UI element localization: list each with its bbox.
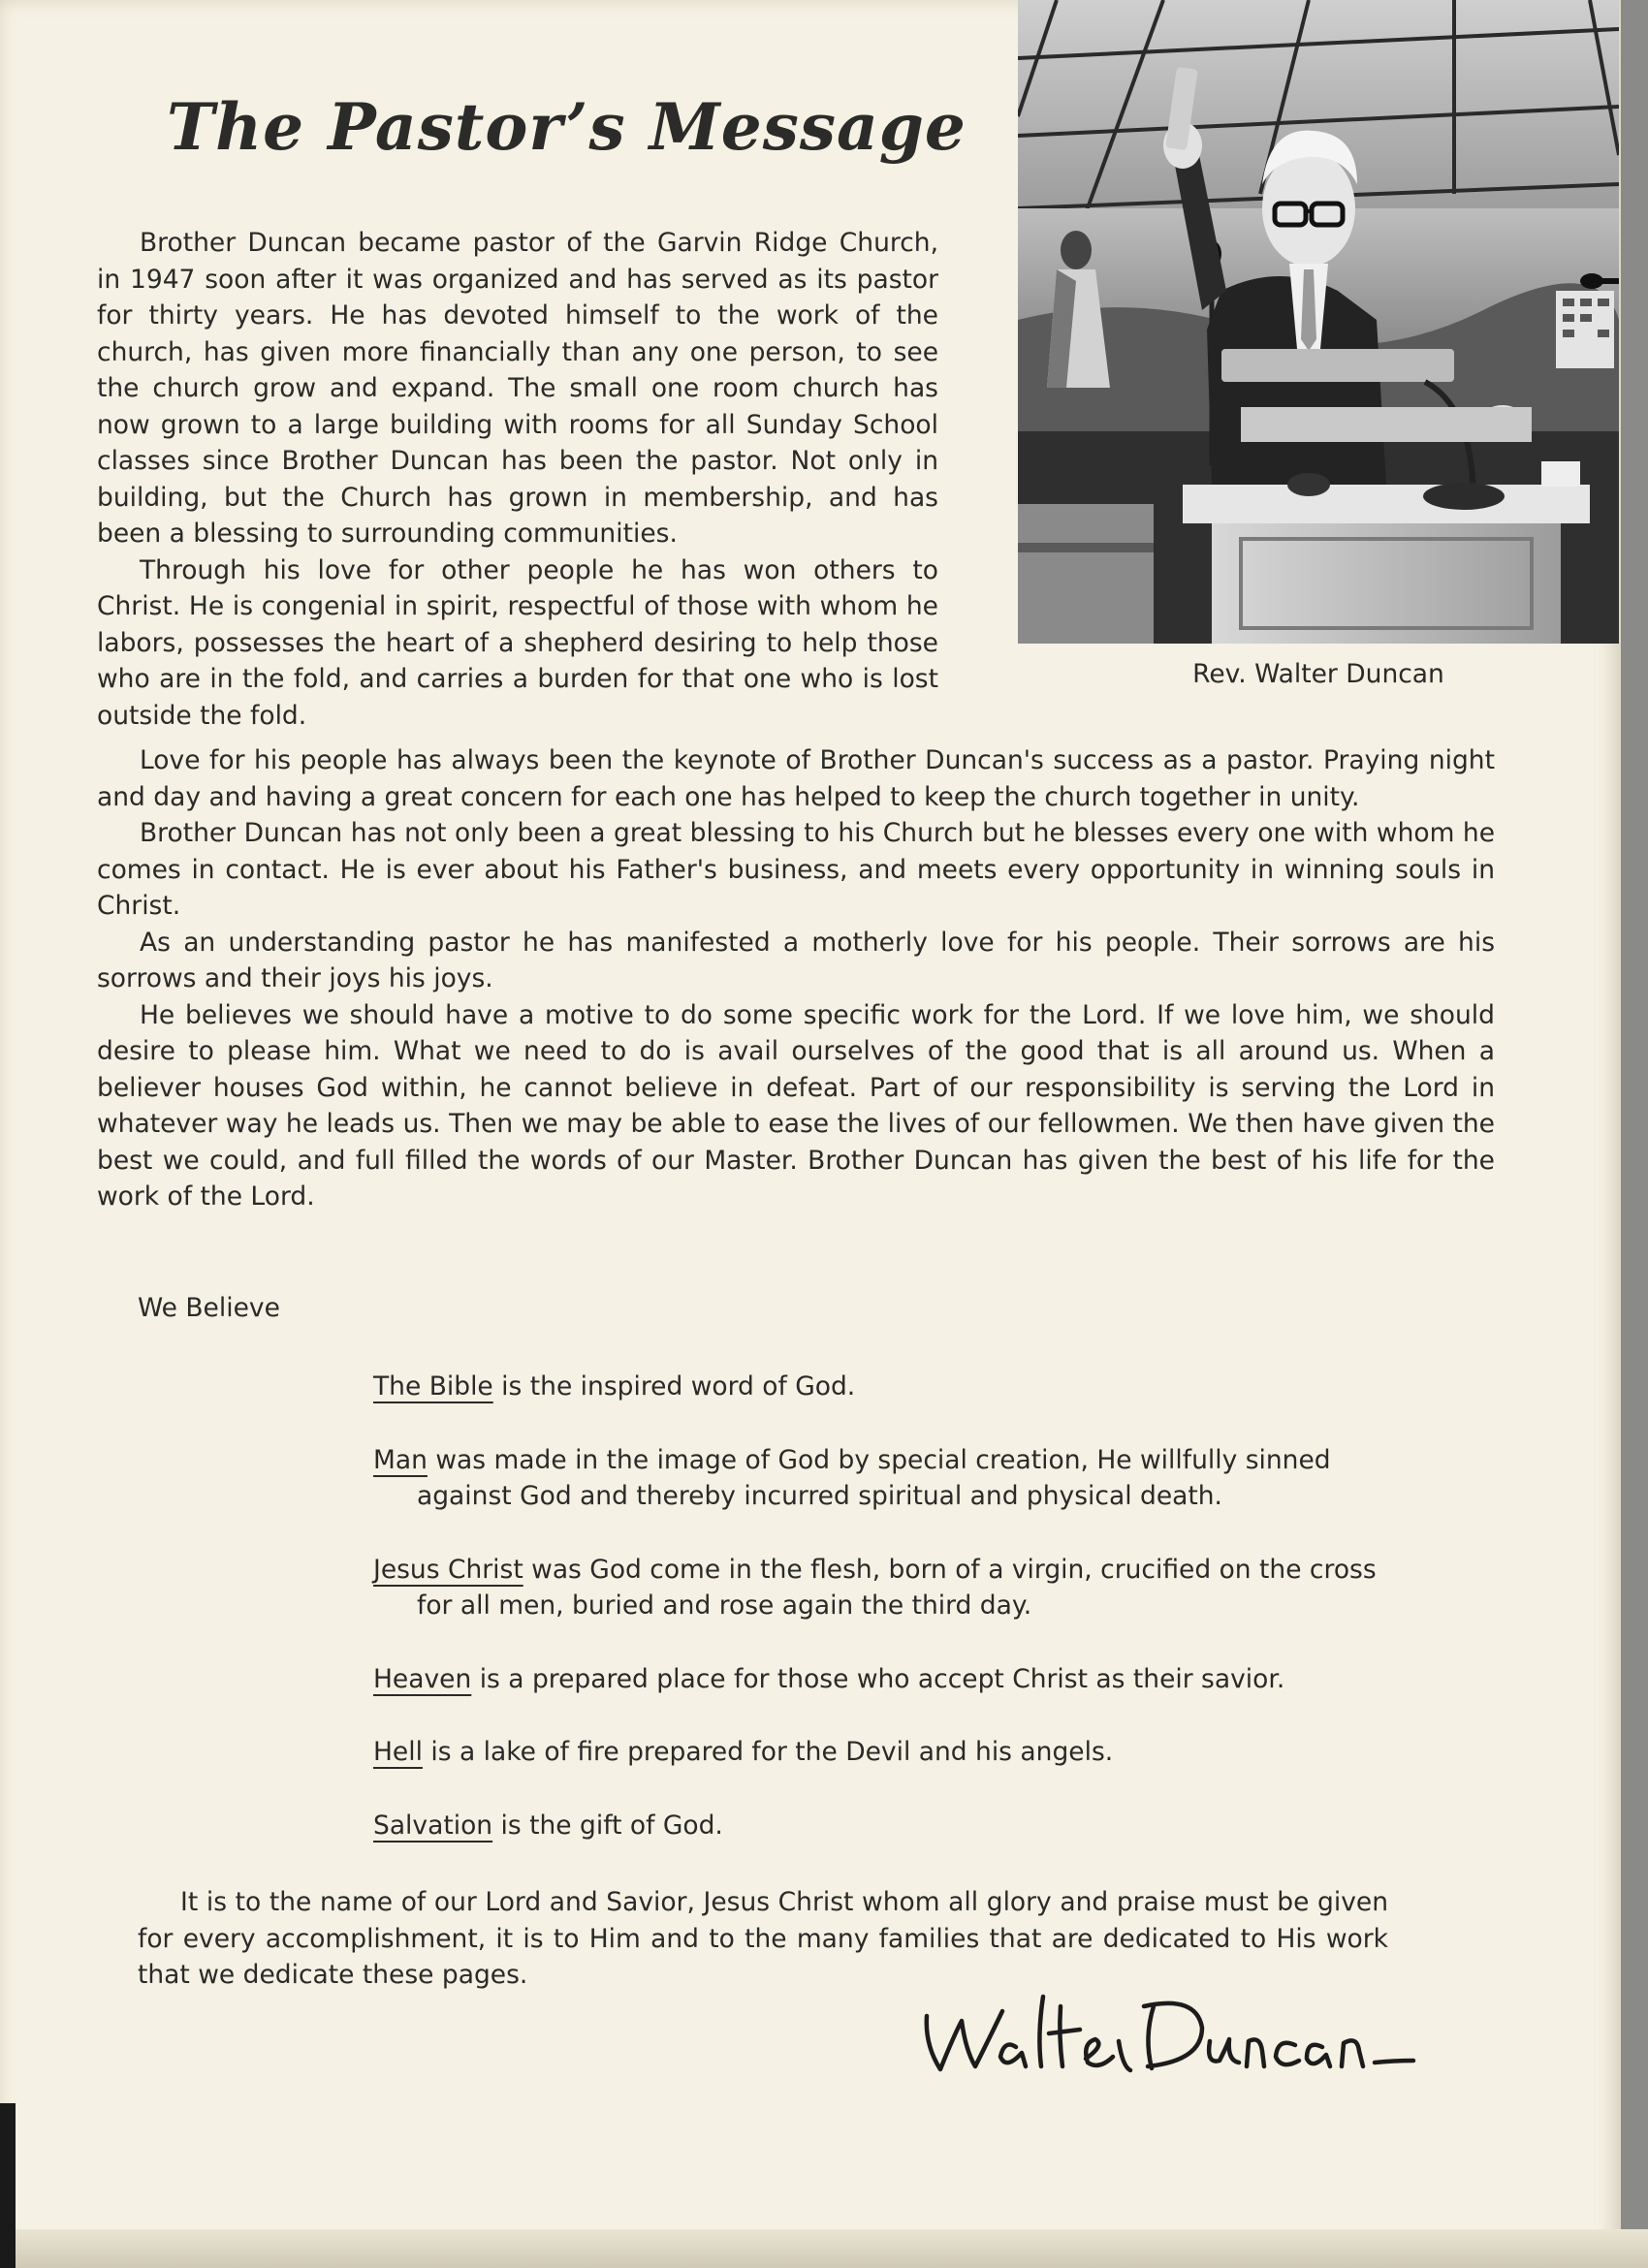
belief-text: is a prepared place for those who accept Christ as their savior.: [471, 1663, 1285, 1694]
belief-item: [373, 1442, 1401, 1515]
we-believe-heading: We Believe: [138, 1293, 280, 1323]
belief-key: The Bible: [373, 1371, 493, 1402]
page-title: The Pastor’s Message: [167, 89, 967, 165]
belief-item: [373, 1552, 1401, 1624]
signature-handwriting: [915, 1977, 1419, 2094]
belief-key: Man: [373, 1444, 428, 1475]
belief-text: was made in the image of God by special creation, He willfully sinned against God and thereby incurred spiritual and physical death.: [417, 1444, 1331, 1511]
body-paragraph: He believes we should have a motive to do some specific work for the Lord. If we love him, we should desire to please him. What we need to do is avail ourselves of the good that is all around us. When a believer houses God within, he cannot believe in defeat. Part of our responsibility is serving the Lord in whatever way he leads us. Then we may be able to ease the lives of our fellowmen. We then have given the best we could, and full filled the words of our Master. Brother Duncan has given the best of his life for the work of the Lord.: [97, 999, 1495, 1212]
body-paragraph: As an understanding pastor he has manifested a motherly love for his people. Their sorrows are his sorrows and their joys his joys.: [97, 927, 1495, 993]
pastor-photo-illustration: [1018, 0, 1619, 644]
pastor-photo: [1018, 0, 1619, 644]
body-text-column: [97, 742, 1495, 1215]
belief-key: Jesus Christ: [373, 1554, 523, 1585]
belief-text: is the inspired word of God.: [492, 1371, 856, 1402]
belief-text: was God come in the flesh, born of a virgin, crucified on the cross for all men, buried and rose again the third day.: [417, 1554, 1377, 1621]
belief-key: Heaven: [373, 1663, 472, 1694]
intro-paragraph: Brother Duncan became pastor of the Garvin Ridge Church, in 1947 soon after it was organized and has served as its pastor for thirty years. He has devoted himself to the work of the church, has given more financially than any one person, to see the church grow and expand. The small one room church has now grown to a large building with rooms for all Sunday School classes since Brother Duncan has been the pastor. Not only in building, but the Church has grown in membership, and has been a blessing to surrounding communities.: [97, 228, 938, 549]
belief-item: [373, 1734, 1401, 1771]
dedication-paragraph: It is to the name of our Lord and Savior, Jesus Christ whom all glory and praise must be given for every accomplishment, it is to Him and to the many families that are dedicated to His work that we dedicate these pages.: [138, 1887, 1388, 1990]
belief-text: is a lake of fire prepared for the Devil and his angels.: [422, 1737, 1114, 1767]
belief-key: Salvation: [373, 1810, 493, 1841]
intro-text-column: [97, 225, 938, 734]
belief-key: Hell: [373, 1737, 423, 1767]
belief-item: [373, 1661, 1401, 1698]
belief-text: is the gift of God.: [492, 1810, 723, 1841]
page-edge: [0, 2229, 1648, 2268]
belief-item: [373, 1369, 1401, 1405]
body-paragraph: Brother Duncan has not only been a great blessing to his Church but he blesses every one with whom he comes in contact. He is ever about his Father's business, and meets every opportunity in winning souls in Christ.: [97, 818, 1495, 921]
belief-list: [373, 1369, 1401, 1880]
binding-edge: [0, 2103, 16, 2268]
body-paragraph: Love for his people has always been the keynote of Brother Duncan's success as a pastor. Praying night and day and having a great concern for each one has helped to keep the church together in unity.: [97, 745, 1495, 812]
belief-item: [373, 1808, 1401, 1844]
intro-paragraph: Through his love for other people he has won others to Christ. He is congenial in spirit, respectful of those with whom he labors, possesses the heart of a shepherd desiring to help those who are in the fold, and carries a burden for that one who is lost outside the fold.: [97, 554, 938, 731]
photo-caption: Rev. Walter Duncan: [1192, 659, 1444, 689]
